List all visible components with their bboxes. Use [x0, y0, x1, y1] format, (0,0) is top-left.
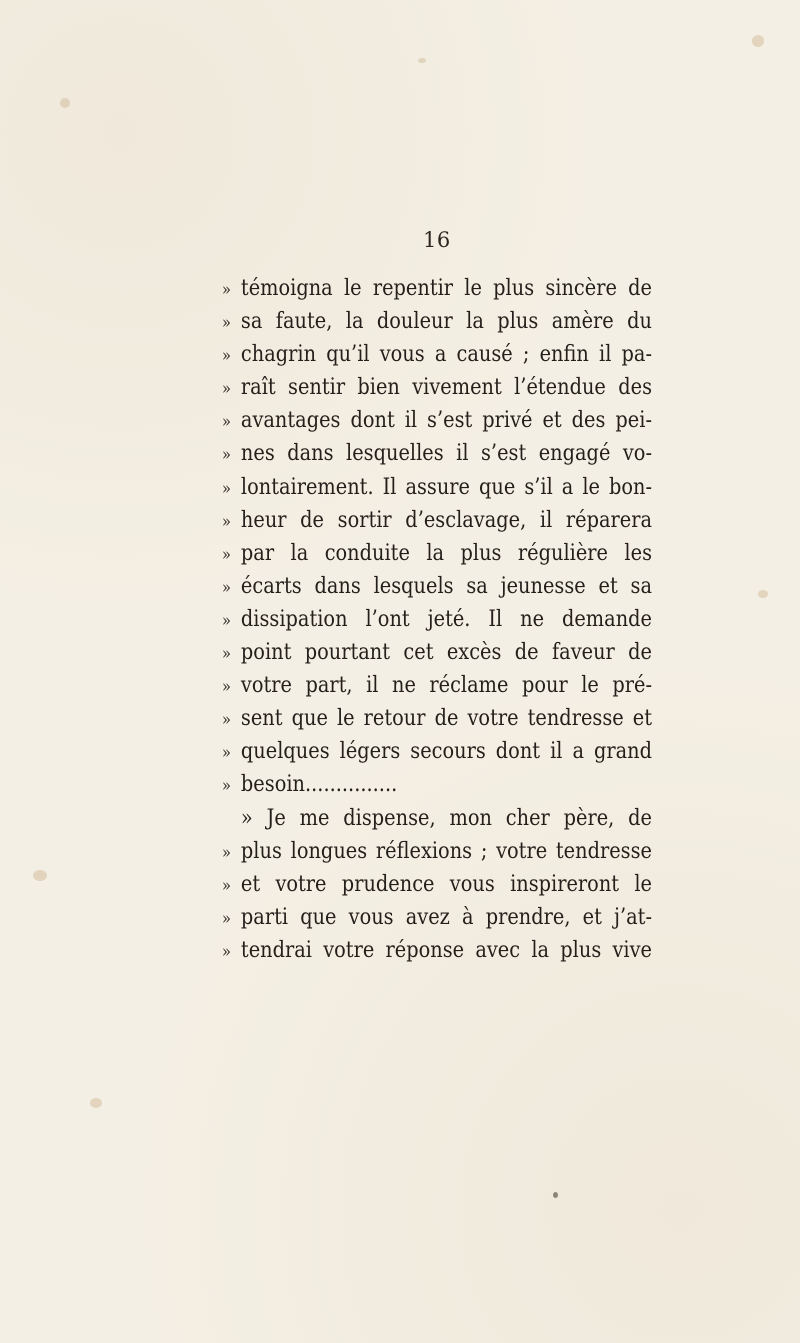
line-text: tendrai votre réponse avec la plus vive: [240, 936, 653, 963]
text-line: [222, 603, 652, 636]
paper-speck: [553, 1192, 558, 1198]
text-line: [222, 371, 652, 404]
text-line: [222, 901, 652, 934]
line-text: plus longues réflexions ; votre tendresse: [240, 837, 653, 864]
quote-marker: »: [222, 577, 231, 598]
quote-marker: »: [222, 644, 231, 665]
quote-marker: »: [222, 511, 231, 532]
line-text: lontairement. Il assure que s’il a le bon-: [240, 473, 653, 500]
line-text: écarts dans lesquels sa jeunesse et sa: [240, 572, 653, 599]
line-text: chagrin qu’il vous a causé ; enfin il pa-: [240, 341, 653, 368]
paper-speck: [418, 58, 426, 63]
line-text: point pourtant cet excès de faveur de: [240, 639, 653, 666]
quote-marker: »: [222, 677, 231, 698]
paper-speck: [33, 870, 47, 881]
line-text: parti que vous avez à prendre, et j’at-: [240, 903, 653, 930]
text-line: [222, 735, 652, 768]
line-text: par la conduite la plus régulière les: [240, 539, 653, 566]
text-line: [222, 835, 652, 868]
text-line: [222, 934, 652, 967]
text-line: [222, 537, 652, 570]
quote-marker: »: [222, 412, 231, 433]
quote-marker: »: [222, 941, 231, 962]
line-text: et votre prudence vous inspireront le: [240, 870, 653, 897]
line-text: raît sentir bien vivement l’étendue des: [240, 374, 653, 401]
paper-speck: [90, 1098, 102, 1108]
quote-marker: »: [222, 478, 231, 499]
text-line: [222, 768, 652, 801]
quote-marker: »: [222, 776, 231, 797]
text-line: [222, 338, 652, 371]
line-text: dissipation l’ont jeté. Il ne demande: [240, 605, 653, 632]
line-text: témoigna le repentir le plus sincère de: [240, 275, 653, 301]
line-text: sa faute, la douleur la plus amère du: [240, 308, 653, 335]
line-text: heur de sortir d’esclavage, il réparera: [240, 506, 653, 533]
text-line: [222, 570, 652, 603]
line-text: » Je me dispense, mon cher père, de: [240, 804, 653, 831]
text-line: [222, 471, 652, 504]
line-text: nes dans lesquelles il s’est engagé vo-: [240, 440, 653, 467]
quote-marker: »: [222, 875, 231, 896]
quote-marker: »: [222, 610, 231, 631]
page-number: 16: [423, 228, 451, 252]
text-line: [222, 868, 652, 901]
quote-marker: »: [222, 908, 231, 929]
paper-speck: [60, 98, 70, 108]
quote-marker: »: [222, 313, 231, 334]
line-text: sent que le retour de votre tendresse et: [240, 705, 653, 732]
quote-marker: »: [222, 379, 231, 400]
paper-speck: [752, 35, 764, 47]
line-text: quelques légers secours dont il a grand: [240, 738, 653, 765]
quote-marker: »: [222, 743, 231, 764]
quote-marker: »: [222, 280, 231, 300]
text-line: [222, 669, 652, 702]
quote-marker: »: [222, 544, 231, 565]
text-line: [222, 437, 652, 470]
text-line: [222, 504, 652, 537]
text-line: [222, 702, 652, 735]
text-line: [222, 802, 652, 835]
text-line: [222, 636, 652, 669]
text-line: [222, 404, 652, 437]
quote-marker: »: [222, 445, 231, 466]
quote-marker: »: [222, 842, 231, 863]
text-line: [222, 305, 652, 338]
line-text: votre part, il ne réclame pour le pré-: [240, 672, 653, 699]
letter-text: [222, 272, 652, 967]
line-text: besoin...............: [240, 771, 398, 798]
line-text: avantages dont il s’est privé et des pei-: [240, 407, 653, 434]
quote-marker: »: [222, 710, 231, 731]
quote-marker: »: [222, 346, 231, 367]
text-line: [222, 272, 652, 305]
paper-speck: [758, 590, 768, 598]
